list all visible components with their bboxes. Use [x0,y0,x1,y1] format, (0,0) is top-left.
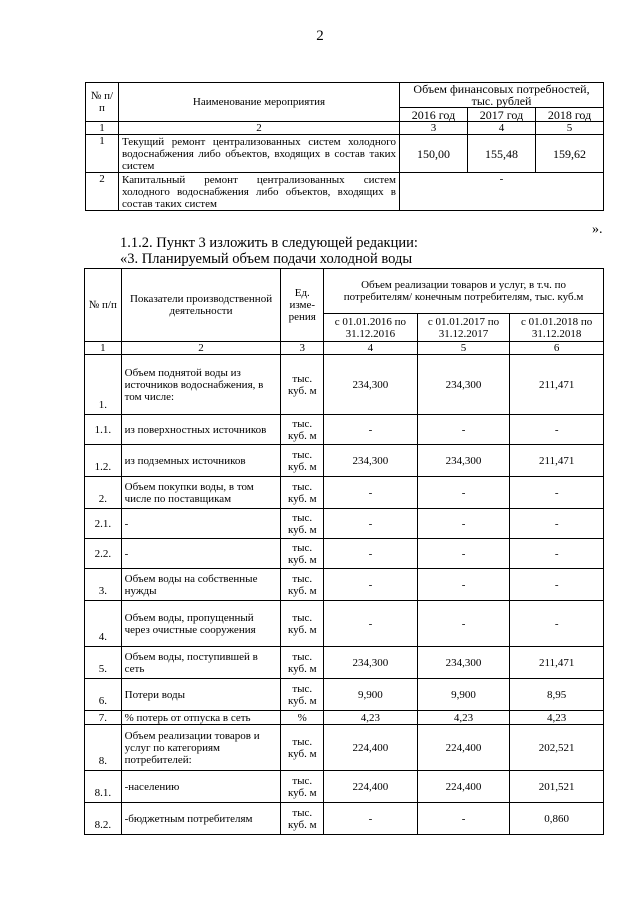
header-indicator: Показатели производственной деятельности [121,269,281,342]
value-2018: 201,521 [510,771,604,803]
row-num: 1.1. [85,415,122,445]
table-row [85,355,604,415]
value-2018: 159,62 [536,135,604,173]
value-2017: - [417,601,510,647]
header-volume: Объем финансовых потребностей, тыс. рублей [400,83,604,108]
row-num: 2 [86,173,119,211]
header-year-2017: 2017 год [468,108,536,122]
value-2016: - [324,477,418,509]
row-indicator: из подземных источников [121,445,281,477]
table-row [85,647,604,679]
col-number: 3 [281,342,324,355]
row-num: 1.2. [85,445,122,477]
row-unit: тыс. куб. м [281,509,324,539]
value-2018: 211,471 [510,445,604,477]
table-row [85,725,604,771]
row-indicator: -населению [121,771,281,803]
value-2016: - [324,509,418,539]
row-unit: тыс. куб. м [281,415,324,445]
value-2017: - [417,509,510,539]
row-indicator: из поверхностных источников [121,415,281,445]
row-num: 8.2. [85,803,122,835]
col-number: 5 [536,122,604,135]
value-2016: 234,300 [324,355,418,415]
row-num: 2.2. [85,539,122,569]
value-2017: - [417,415,510,445]
closing-quote: ». [592,222,603,237]
value-2016: 4,23 [324,711,418,725]
table-row [85,679,604,711]
col-number: 5 [417,342,510,355]
paragraph-title: «3. Планируемый объем подачи холодной воды [120,251,413,267]
value-2018: 0,860 [510,803,604,835]
value-2016: 224,400 [324,771,418,803]
row-unit: тыс. куб. м [281,771,324,803]
header-period-2018: с 01.01.2018 по 31.12.2018 [510,314,604,342]
value-2018: 211,471 [510,355,604,415]
value-2018: 202,521 [510,725,604,771]
value-2016: 150,00 [400,135,468,173]
value-2016: - [324,539,418,569]
value-2017: - [417,569,510,601]
row-unit: тыс. куб. м [281,355,324,415]
row-num: 7. [85,711,122,725]
value-2017: 4,23 [417,711,510,725]
value-2018: 4,23 [510,711,604,725]
table-row [85,711,604,725]
header-period-2017: с 01.01.2017 по 31.12.2017 [417,314,510,342]
value-2017: 224,400 [417,725,510,771]
row-unit: тыс. куб. м [281,647,324,679]
value-2018: - [510,509,604,539]
row-indicator: Объем покупки воды, в том числе по поставщикам [121,477,281,509]
row-name: Текущий ремонт централизованных систем холодного водоснабжения либо объектов, входящих в состав таких систем [119,135,400,173]
value-2017: 9,900 [417,679,510,711]
value-2016: - [324,569,418,601]
col-number: 1 [86,122,119,135]
row-num: 2.1. [85,509,122,539]
header-num: № п/п [86,83,119,122]
row-indicator: Объем воды на собственные нужды [121,569,281,601]
col-number: 1 [85,342,122,355]
header-unit: Ед. изме-рения [281,269,324,342]
row-num: 1 [86,135,119,173]
header-num: № п/п [85,269,122,342]
value-2018: - [510,415,604,445]
table-row [85,771,604,803]
value-2016: - [324,803,418,835]
row-unit: тыс. куб. м [281,803,324,835]
col-number: 2 [121,342,281,355]
header-year-2018: 2018 год [536,108,604,122]
col-number: 2 [119,122,400,135]
value-2017: 234,300 [417,445,510,477]
row-num: 1. [85,355,122,415]
header-year-2016: 2016 год [400,108,468,122]
row-indicator: Объем воды, поступившей в сеть [121,647,281,679]
row-unit: тыс. куб. м [281,725,324,771]
financial-needs-table [85,82,604,211]
row-num: 6. [85,679,122,711]
row-indicator: Объем реализации товаров и услуг по категориям потребителей: [121,725,281,771]
header-name: Наименование мероприятия [119,83,400,122]
value-2017: 224,400 [417,771,510,803]
row-indicator: -бюджетным потребителям [121,803,281,835]
value-2018: - [510,477,604,509]
page-number: 2 [316,28,324,44]
row-unit: тыс. куб. м [281,539,324,569]
table-row [85,445,604,477]
table-row [86,173,604,211]
row-unit: тыс. куб. м [281,679,324,711]
row-num: 8. [85,725,122,771]
value-2017: 234,300 [417,355,510,415]
paragraph-instruction: 1.1.2. Пункт 3 изложить в следующей редакции: [120,235,418,251]
value-2018: - [510,569,604,601]
row-num: 3. [85,569,122,601]
row-name: Капитальный ремонт централизованных систем холодного водоснабжения либо объектов, входящих в состав таких систем [119,173,400,211]
col-number: 4 [468,122,536,135]
row-unit: тыс. куб. м [281,601,324,647]
row-num: 8.1. [85,771,122,803]
table-row [86,135,604,173]
header-period-2016: с 01.01.2016 по 31.12.2016 [324,314,418,342]
value-2018: - [510,539,604,569]
row-indicator: Объем поднятой воды из источников водоснабжения, в том числе: [121,355,281,415]
value-2016: 9,900 [324,679,418,711]
col-number: 3 [400,122,468,135]
value-dash: - [400,173,604,211]
col-number: 4 [324,342,418,355]
row-num: 4. [85,601,122,647]
table-row [85,803,604,835]
col-number: 6 [510,342,604,355]
row-indicator: Объем воды, пропущенный через очистные сооружения [121,601,281,647]
value-2018: 211,471 [510,647,604,679]
value-2018: - [510,601,604,647]
row-indicator: - [121,539,281,569]
row-unit: тыс. куб. м [281,569,324,601]
row-unit: тыс. куб. м [281,445,324,477]
value-2016: 224,400 [324,725,418,771]
table-row [85,509,604,539]
table-row [85,601,604,647]
value-2017: 155,48 [468,135,536,173]
row-indicator: Потери воды [121,679,281,711]
row-unit: тыс. куб. м [281,477,324,509]
table-row [85,569,604,601]
table-row [85,477,604,509]
water-supply-table [84,268,604,835]
value-2017: - [417,803,510,835]
row-unit: % [281,711,324,725]
table-row [85,415,604,445]
value-2018: 8,95 [510,679,604,711]
row-num: 5. [85,647,122,679]
value-2016: 234,300 [324,647,418,679]
table-row [85,539,604,569]
value-2016: 234,300 [324,445,418,477]
value-2016: - [324,601,418,647]
row-num: 2. [85,477,122,509]
row-indicator: - [121,509,281,539]
value-2017: - [417,477,510,509]
value-2017: - [417,539,510,569]
row-indicator: % потерь от отпуска в сеть [121,711,281,725]
header-volume: Объем реализации товаров и услуг, в т.ч. по потребителям/ конечным потребителям, тыс. куб.м [324,269,604,314]
value-2016: - [324,415,418,445]
value-2017: 234,300 [417,647,510,679]
